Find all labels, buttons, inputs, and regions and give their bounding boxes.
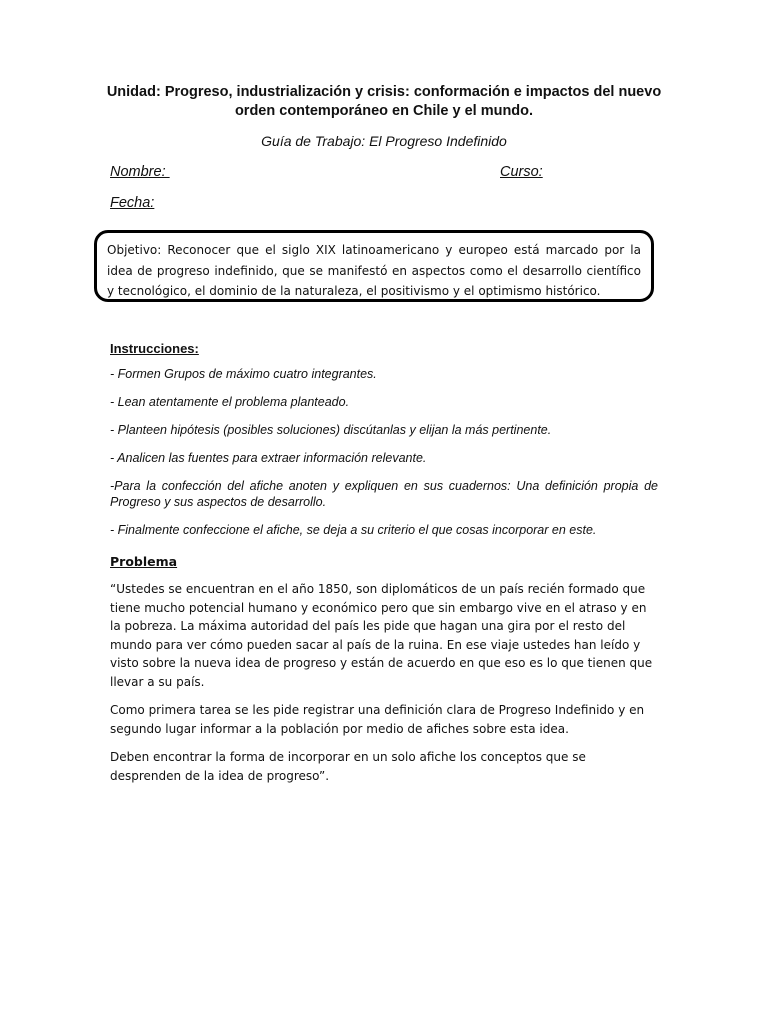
instructions-list — [110, 366, 658, 550]
instructions-heading: Instrucciones: — [110, 341, 199, 356]
course-field-label: Curso: — [500, 164, 543, 180]
instruction-item: - Planteen hipótesis (posibles soluciones) discútanlas y elijan la más pertinente. — [110, 423, 552, 437]
problem-text — [110, 580, 658, 795]
problem-paragraph: Deben encontrar la forma de incorporar en un solo afiche los conceptos que se desprenden de la idea de progreso”. — [110, 750, 586, 783]
problem-paragraph: “Ustedes se encuentran en el año 1850, son diplomáticos de un país recién formado que tiene mucho potencial humano y económico pero que sin embargo vive en el atraso y en la pobreza. La máxima autoridad del país les pide que hagan una gira por el resto del mundo para ver cómo pueden sacar al país de la ruina. En ese viaje ustedes han leído y visto sobre la nueva idea de progreso y están de acuerdo en que eso es lo que tienen que llevar a su país. — [110, 582, 653, 689]
problem-heading: Problema — [110, 554, 178, 569]
date-field-label: Fecha: — [110, 195, 155, 211]
objective-box — [94, 230, 654, 302]
instruction-item: - Analicen las fuentes para extraer información relevante. — [110, 451, 427, 465]
instruction-item: - Lean atentamente el problema planteado. — [110, 395, 350, 409]
instruction-item: - Finalmente confeccione el afiche, se deja a su criterio el que cosas incorporar en este. — [110, 523, 597, 537]
objective-text: : Reconocer que el siglo XIX latinoamericano y europeo está marcado por la idea de progreso indefinido, que se manifestó en aspectos como el desarrollo científico y tecnológico, el dominio de la naturaleza, el positivismo y el optimismo histórico. — [107, 243, 641, 298]
objective-label: Objetivo — [107, 243, 158, 257]
unit-title: Unidad: Progreso, industrialización y crisis: conformación e impactos del nuevo orden contemporáneo en Chile y el mundo. — [106, 84, 662, 119]
instruction-item: -Para la confección del afiche anoten y expliquen en sus cuadernos: Una definición propia de Progreso y sus aspectos de desarrollo. — [110, 479, 658, 509]
guide-subtitle: Guía de Trabajo: El Progreso Indefinido — [261, 133, 507, 149]
name-field-label: Nombre: — [110, 164, 170, 180]
problem-paragraph: Como primera tarea se les pide registrar una definición clara de Progreso Indefinido y en segundo lugar informar a la población por medio de afiches sobre esta idea. — [110, 703, 645, 736]
instruction-item: - Formen Grupos de máximo cuatro integrantes. — [110, 367, 377, 381]
